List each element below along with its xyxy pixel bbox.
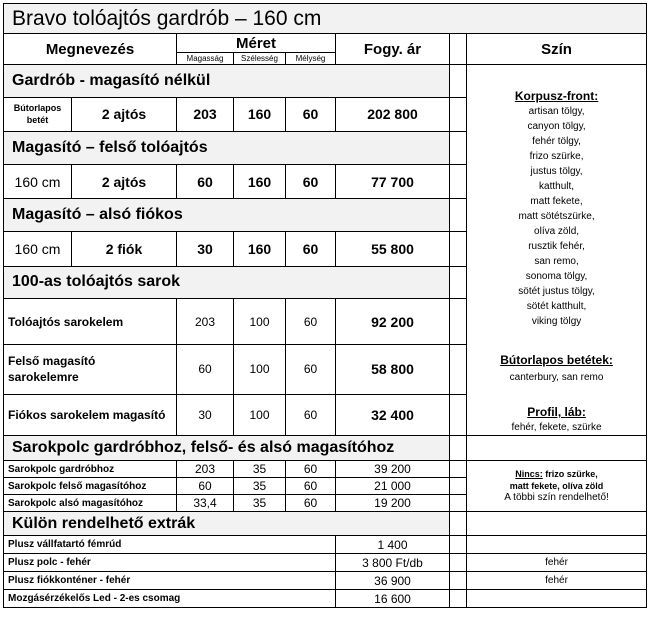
- e1-name: Plusz vállfatartó fémrúd: [4, 536, 336, 554]
- nincs-line2: matt fekete, olíva zöld: [509, 481, 604, 491]
- r4-height: 203: [177, 299, 234, 345]
- r3-price: 55 800: [336, 232, 450, 267]
- spacer-cell: [450, 232, 467, 267]
- nincs-rest: frizo szürke,: [542, 469, 598, 479]
- r6-price: 32 400: [336, 394, 450, 435]
- r9-price: 19 200: [336, 495, 450, 512]
- section-sarokpolc: Sarokpolc gardróbhoz, felső- és alsó magasítóhoz: [4, 436, 450, 461]
- spacer-cell: [450, 495, 467, 512]
- spacer-cell: [450, 65, 467, 98]
- page-title: Bravo tolóajtós gardrób – 160 cm: [4, 4, 647, 34]
- korpusz-color-12: sötét justus tölgy,: [518, 286, 595, 297]
- r1-price: 202 800: [336, 97, 450, 132]
- r9-width: 35: [234, 495, 286, 512]
- r3-depth: 60: [286, 232, 336, 267]
- section-gardrob: Gardrób - magasító nélkül: [4, 65, 450, 98]
- e1-color: [467, 536, 647, 554]
- r1-depth: 60: [286, 97, 336, 132]
- korpusz-color-2: fehér tölgy,: [532, 136, 581, 147]
- header-size: Méret: [177, 34, 336, 53]
- header-spacer: [450, 34, 467, 65]
- e3-name: Plusz fiókkonténer - fehér: [4, 572, 336, 590]
- r5-height: 60: [177, 344, 234, 394]
- profil-colors: fehér, fekete, szürke: [511, 422, 602, 433]
- korpusz-color-1: canyon tölgy,: [527, 121, 586, 132]
- korpusz-color-5: katthult,: [539, 181, 575, 192]
- spacer-cell: [450, 199, 467, 232]
- korpusz-color-0: artisan tölgy,: [528, 106, 585, 117]
- r9-name: Sarokpolc alsó magasítóhoz: [4, 495, 177, 512]
- r6-width: 100: [234, 394, 286, 435]
- betet-colors: canterbury, san remo: [509, 372, 604, 383]
- korpusz-color-9: rusztik fehér,: [528, 241, 585, 252]
- spacer-cell: [450, 299, 467, 345]
- korpusz-color-13: sötét katthult,: [526, 301, 587, 312]
- price-table: [3, 3, 647, 608]
- e3-color: fehér: [467, 572, 647, 590]
- korpusz-color-6: matt fekete,: [530, 196, 583, 207]
- header-color: Szín: [467, 34, 647, 65]
- r8-name: Sarokpolc felső magasítóhoz: [4, 478, 177, 495]
- e4-price: 16 600: [336, 590, 450, 608]
- r8-depth: 60: [286, 478, 336, 495]
- r6-name: Fiókos sarokelem magasító: [4, 394, 177, 435]
- nincs-note: [467, 461, 647, 512]
- profil-title: Profil, láb:: [527, 405, 586, 419]
- r7-price: 39 200: [336, 461, 450, 478]
- spacer-cell: [450, 554, 467, 572]
- korpusz-color-11: sonoma tölgy,: [525, 271, 588, 282]
- spacer-cell: [450, 478, 467, 495]
- header-price: Fogy. ár: [336, 34, 450, 65]
- r2-size: 160 cm: [4, 164, 72, 199]
- header-height: Magasság: [177, 53, 234, 65]
- betet-title: Bútorlapos betétek:: [500, 353, 613, 367]
- r5-price: 58 800: [336, 344, 450, 394]
- section-extrak: Külön rendelhető extrák: [4, 512, 450, 536]
- nincs-line3: A többi szín rendelhető!: [504, 492, 609, 503]
- section-sarok: 100-as tolóajtós sarok: [4, 266, 450, 299]
- r8-width: 35: [234, 478, 286, 495]
- r7-name: Sarokpolc gardróbhoz: [4, 461, 177, 478]
- r3-size: 160 cm: [4, 232, 72, 267]
- r8-height: 60: [177, 478, 234, 495]
- e4-name: Mozgásérzékelős Led - 2-es csomag: [4, 590, 336, 608]
- header-name: Megnevezés: [4, 34, 177, 65]
- r1-type: Bútorlapos betét: [4, 97, 72, 132]
- e4-color: [467, 590, 647, 608]
- r1-doors: 2 ajtós: [72, 97, 177, 132]
- r4-depth: 60: [286, 299, 336, 345]
- r4-price: 92 200: [336, 299, 450, 345]
- spacer-cell: [450, 536, 467, 554]
- r2-height: 60: [177, 164, 234, 199]
- color-panel: [467, 65, 647, 436]
- spacer-cell: [450, 590, 467, 608]
- spacer-cell: [450, 572, 467, 590]
- spacer-cell: [450, 512, 467, 536]
- korpusz-title: Korpusz-front:: [514, 89, 599, 103]
- spacer-cell: [450, 344, 467, 394]
- header-width: Szélesség: [234, 53, 286, 65]
- r4-width: 100: [234, 299, 286, 345]
- r5-depth: 60: [286, 344, 336, 394]
- r7-depth: 60: [286, 461, 336, 478]
- color-blank: [467, 512, 647, 536]
- r4-name: Tolóajtós sarokelem: [4, 299, 177, 345]
- spacer-cell: [450, 97, 467, 132]
- r5-name-text: Felső magasító sarokelemre: [8, 354, 96, 385]
- e2-price: 3 800 Ft/db: [336, 554, 450, 572]
- r6-height: 30: [177, 394, 234, 435]
- r8-price: 21 000: [336, 478, 450, 495]
- r5-width: 100: [234, 344, 286, 394]
- r5-name: [4, 344, 177, 394]
- korpusz-color-14: viking tölgy: [531, 316, 582, 327]
- r6-depth: 60: [286, 394, 336, 435]
- korpusz-color-4: justus tölgy,: [530, 166, 583, 177]
- korpusz-color-3: frizo szürke,: [529, 151, 584, 162]
- spacer-cell: [450, 461, 467, 478]
- spacer-cell: [450, 132, 467, 165]
- header-depth: Mélység: [286, 53, 336, 65]
- e2-name: Plusz polc - fehér: [4, 554, 336, 572]
- section-felso-magasito: Magasító – felső tolóajtós: [4, 132, 450, 165]
- e1-price: 1 400: [336, 536, 450, 554]
- nincs-label: Nincs:: [515, 469, 543, 479]
- korpusz-color-8: olíva zöld,: [534, 226, 580, 237]
- r3-height: 30: [177, 232, 234, 267]
- spacer-cell: [450, 436, 467, 461]
- korpusz-color-10: san remo,: [534, 256, 579, 267]
- e2-color: fehér: [467, 554, 647, 572]
- color-blank: [467, 436, 647, 461]
- r1-height: 203: [177, 97, 234, 132]
- r3-drawers: 2 fiók: [72, 232, 177, 267]
- r2-width: 160: [234, 164, 286, 199]
- r3-width: 160: [234, 232, 286, 267]
- r1-width: 160: [234, 97, 286, 132]
- e3-price: 36 900: [336, 572, 450, 590]
- r7-width: 35: [234, 461, 286, 478]
- r2-price: 77 700: [336, 164, 450, 199]
- r9-height: 33,4: [177, 495, 234, 512]
- korpusz-color-7: matt sötétszürke,: [518, 211, 595, 222]
- spacer-cell: [450, 266, 467, 299]
- r2-depth: 60: [286, 164, 336, 199]
- spacer-cell: [450, 394, 467, 435]
- r2-doors: 2 ajtós: [72, 164, 177, 199]
- r7-height: 203: [177, 461, 234, 478]
- section-also-fiokos: Magasító – alsó fiókos: [4, 199, 450, 232]
- spacer-cell: [450, 164, 467, 199]
- r9-depth: 60: [286, 495, 336, 512]
